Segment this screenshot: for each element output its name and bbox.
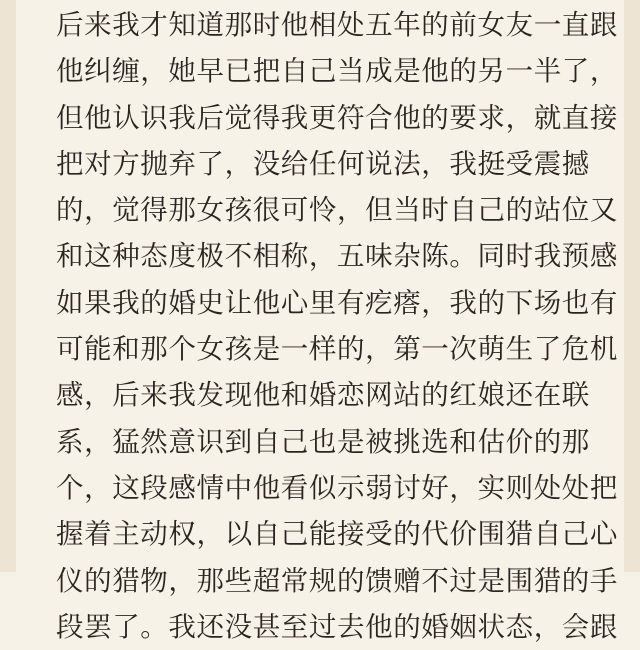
text-line-12: 握着主动权，以自己能接受的代价围猎自己心	[56, 518, 618, 551]
text-line-6: 和这种态度极不相称，五味杂陈。同时我预感	[56, 240, 618, 273]
right-page-edge	[624, 0, 640, 572]
left-page-edge	[0, 0, 16, 572]
text-line-10: 系，猛然意识到自己也是被挑选和估价的那	[56, 425, 590, 458]
text-line-1: 后来我才知道那时他相处五年的前女友一直跟	[56, 9, 618, 41]
text-line-5: 的，觉得那女孩很可怜，但当时自己的站位又	[56, 194, 618, 227]
text-line-13: 仪的猎物，那些超常规的馈赠不过是围猎的手	[56, 564, 618, 597]
text-line-8: 可能和那个女孩是一样的，第一次萌生了危机	[56, 333, 618, 366]
text-line-4: 把对方抛弃了，没给任何说法，我挺受震撼	[56, 147, 590, 180]
text-line-7: 如果我的婚史让他心里有疙瘩，我的下场也有	[56, 286, 618, 319]
article-text	[56, 2, 616, 650]
text-line-14: 段罢了。我还没甚至过去他的婚姻状态，会跟	[56, 610, 618, 643]
text-line-2: 他纠缠，她早已把自己当成是他的另一半了，	[56, 55, 618, 88]
text-line-3: 但他认识我后觉得我更符合他的要求，就直接	[56, 101, 618, 134]
text-line-9: 感，后来我发现他和婚恋网站的红娘还在联	[56, 379, 590, 412]
text-line-11: 个，这段感情中他看似示弱讨好，实则处处把	[56, 471, 618, 504]
